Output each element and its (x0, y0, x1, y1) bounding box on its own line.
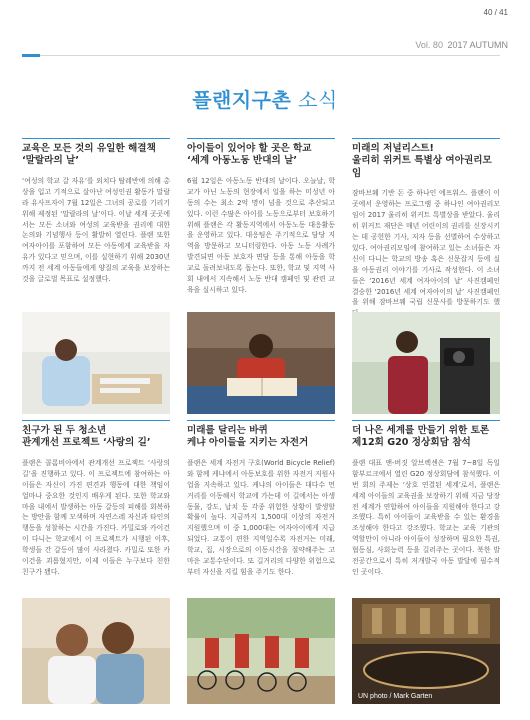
issue-info (415, 40, 508, 50)
article-body: 잠바브웨 기반 돈 중 하나인 에프워스. 플랜이 이곳에서 운영하는 프로그램 중 하나인 여아권리모임이 2017 울리히 위커트 특별상을 받았다. 울리히 위커트 재단은 매년 어린이의 권리를 신장시키는 데 공헌한 기사, 저자 등을 선별하여 수상하고 있다. 여아권리모임에 참여하고 있는 소녀들은 자신이 다니는 학교의 방송 혹은 신문잡지 등에 실을 아동권리 이야기를 기사로 작성한다. 이 소녀들은 ‘2016년 세계 여자아이의 날’ 사진캠페인 결승한 ‘2016년 세계 여자아이의 날’ 사진캠페인을 위해 잠바브웨 국립 신문사를 방문하기도 했 (352, 189, 500, 307)
card-rule (22, 138, 170, 139)
article-card (22, 138, 170, 285)
article-body: 6월 12일은 아동노동 반대의 날이다. 오늘날, 학교가 아닌 노동의 현장에서 일을 하는 미성년 아동의 수는 최소 2억 명이 넘을 것으로 추산되고 있다. 이런 수많은 아이를 노동으로부터 보호하기 위해 플랜은 각 활동지역에서 아동노동 대응활동을 운영하고 있다. 대응팀은 주기적으로 담당 지역을 방문하고 모니터링한다. 아동 노동 사례가 발견되면 아동 보호자 면담 등을 통해 아동을 학교로 돌려보내도록 돕는다. 또한, 학교 및 지역 사회 내에서 지속해서 노동 반대 캠페인 및 관련 교육을 실시하고 있다. (187, 176, 335, 294)
g20-conference-hall-photo (352, 598, 500, 704)
card-rule (187, 138, 335, 139)
article-card (352, 138, 500, 319)
section-title (0, 84, 530, 113)
article-body: 플랜은 세계 자전거 구호(World Bicycle Relief)와 함께 케냐에서 아동보호를 위한 자전거 지원사업을 지속하고 있다. 케냐의 아이들은 대다수 먼 거리를 이동해서 학교에 가는데 이 길에서는 아생동물, 강도, 납치 등 각종 위험한 상황이 발생할 확률이 높다. 지금까지 1,500대 이상의 자전거 지원했으며 이 중 1,000대는 여자아이에게 지급되었다. 교통이 편한 지역일수록 자전거는 미래, 학교, 집, 시장으로의 이동시간을 절약해주는 고마운 교통수단이다. 또 길거리의 다양한 위험으로부터 자신을 지킬 힘을 주기도 한다. (187, 458, 335, 576)
volume-label: Vol. 80 (415, 40, 443, 50)
article-body: ‘여성의 학교 갈 자유’를 외치다 탈레반에 의해 총상을 입고 기적으로 살아난 여성인권 활동가 말랄라 유사프자이 7월 12일은 그녀의 공로를 기리기 위해 제정된 ‘말랄라의 날’이다. 이날 세계 곳곳에서는 모든 소녀와 여성의 교육받을 권리에 대한 논의와 기념행사 등이 활발히 열린다. 플랜 또한 여자아이를 포함하여 모든 아동에게 교육받을 자유가 있다고 믿으며, 이를 실현하기 위해 2030년까지 전 세계 아동들에게 양질의 교육을 보장하는 것을 글로벌 목표로 설정했다. (22, 176, 170, 284)
article-title (22, 425, 170, 450)
card-rule (352, 420, 500, 421)
page-number: 40 / 41 (483, 8, 508, 17)
article-title-line1: 미래의 저널리스트! (352, 143, 434, 154)
article-title-line2: ‘세계 아동노동 반대의 날’ (187, 155, 297, 167)
card-rule (352, 138, 500, 139)
article-title-line2: 관계개선 프로젝트 ‘사랑의 길’ (22, 437, 151, 449)
header-divider (22, 55, 500, 56)
article-body: 플랜은 콜롬비아에서 관계개선 프로젝트 ‘사랑의 길’을 진행하고 있다. 이 프로젝트에 참여하는 아이들은 자신이 가진 편견과 행동에 대한 책임이 얼마나 중요한 것인지 배우게 된다. 또한 학교와 마을 내에서 발생하는 아동 갈등의 피해를 회복하는 방안을 함께 모색하며 자연스레 자신과 타인의 행동을 성찰하는 시간을 가진다. 카밀로와 카이건이 다니는 학교에서 이 프로젝트가 시행된 이후, 학생들 간 갈등이 많이 사라졌다. 카밀로 또한 카이건을 괴롭혔지만, 이제 이들은 누구보다 친한 친구가 됐다. (22, 458, 170, 576)
article-title (22, 143, 170, 168)
article-title-line1: 미래를 달리는 바퀴 (187, 425, 268, 436)
article-title (352, 143, 500, 180)
card-rule (22, 420, 170, 421)
two-teens-smiling-photo (22, 598, 170, 704)
boy-reading-photo (187, 312, 335, 414)
header-accent-bar (22, 54, 40, 57)
article-card (187, 420, 335, 578)
article-card (187, 138, 335, 296)
article-title (352, 425, 500, 450)
article-title-line2: 제12회 G20 정상회담 참석 (352, 437, 471, 449)
photo-credit: UN photo / Mark Garten (358, 693, 433, 700)
article-title-line1: 아이들이 있어야 할 곳은 학교 (187, 143, 312, 154)
article-title-line2: ‘말랄라의 날’ (22, 155, 79, 167)
classroom-girl-photo (22, 312, 170, 414)
article-title-line2: 울리히 위커트 특별상 여아권리모임 (352, 155, 492, 179)
article-title (187, 143, 335, 168)
article-title-line1: 교육은 모든 것의 유일한 해결책 (22, 143, 156, 154)
issue-label: 2017 AUTUMN (447, 40, 508, 50)
article-card (352, 420, 500, 578)
section-title-bold: 플랜지구촌 (192, 88, 292, 112)
article-body: 플랜 대표 앤-버짓 알브렉센은 7월 7~8일 독일 함부르크에서 열린 G20 정상회담에 참석했다. 이번 회의 주제는 ‘상호 연결된 세계’로서, 플랜은 세계 아이들의 교육권을 보장하기 위해 지금 당장 전 세계가 연합하여 아이들을 지원해야 한다고 강조했다. 특히 아이들이 교육받을 수 있는 환경을 조성해야 한다고 강조했다. 학교는 교육 기관의 역할만이 아니라 아이들이 성장하며 필요한 특권, 협동심, 사회능력 등을 길러주는 곳이다. 북한 발전공간으로서 특히 저개발국 아동 발달에 필수적인 곳이다. (352, 458, 500, 576)
kenya-bicycle-kids-photo (187, 598, 335, 704)
article-title-line1: 친구가 된 두 청소년 (22, 425, 107, 436)
card-rule (187, 420, 335, 421)
article-title-line2: 케냐 아이들을 지키는 자전거 (187, 437, 309, 449)
article-card (22, 420, 170, 578)
girl-interview-camera-photo (352, 312, 500, 414)
article-title-line1: 더 나은 세계를 만들기 위한 토론 (352, 425, 490, 436)
article-title (187, 425, 335, 450)
section-title-light: 소식 (298, 88, 338, 112)
